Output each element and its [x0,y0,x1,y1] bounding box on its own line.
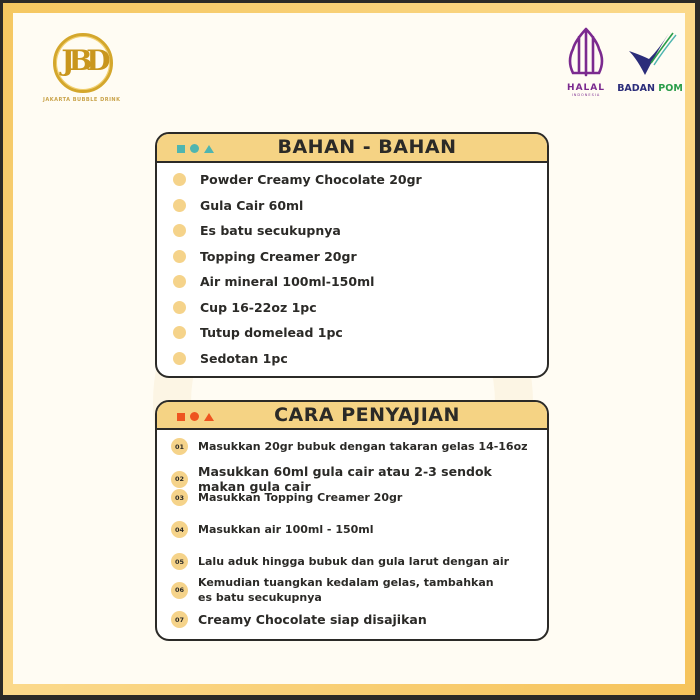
bpom-label [615,83,685,94]
ingredient-item: Tutup domelead 1pc [173,320,547,346]
ingredient-item: Sedotan 1pc [173,346,547,372]
step-number-badge: 03 [171,489,188,506]
logo-circle [53,33,113,93]
halal-logo [561,27,611,97]
bullet-icon [173,301,186,314]
halal-label: HALAL [567,83,605,93]
steps-card [155,400,549,641]
bullet-icon [173,352,186,365]
step-item: 06 Kemudian tuangkan kedalam gelas, tambahkan es batu secukupnya [171,575,498,605]
step-item: 01 Masukkan 20gr bubuk dengan takaran gelas 14-16oz [171,438,538,455]
ingredients-card [155,132,549,378]
bullet-icon [173,224,186,237]
step-number-badge: 02 [171,471,188,488]
gold-frame [3,3,695,695]
step-number-badge: 06 [171,582,188,599]
step-number-badge: 04 [171,521,188,538]
bpom-check-icon [615,29,685,79]
bullet-icon [173,326,186,339]
logo-letters: JBD [61,44,105,77]
ingredient-item: Gula Cair 60ml [173,193,547,219]
step-item: 02 Masukkan 60ml gula cair atau 2-3 sendok makan gula cair [171,464,538,494]
ingredients-header [157,134,547,163]
bullet-icon [173,250,186,263]
step-number-badge: 07 [171,611,188,628]
step-item: 04 Masukkan air 100ml - 150ml [171,521,538,538]
steps-title: CARA PENYAJIAN [274,404,460,426]
halal-sublabel: INDONESIA [571,93,601,97]
brand-logo [43,33,121,103]
bpom-label-badan: BADAN [617,83,655,94]
step-item: 05 Lalu aduk hingga bubuk dan gula larut dengan air [171,553,538,570]
step-item: 03 Masukkan Topping Creamer 20gr [171,489,538,506]
halal-icon [561,27,611,79]
bullet-icon [173,173,186,186]
step-item: 07 Creamy Chocolate siap disajikan [171,611,538,628]
ingredients-title: BAHAN - BAHAN [277,136,457,158]
bpom-logo [615,29,685,94]
ingredient-item: Cup 16-22oz 1pc [173,295,547,321]
ingredient-item: Es batu secukupnya [173,218,547,244]
canvas [13,13,685,684]
ingredient-item: Topping Creamer 20gr [173,244,547,270]
logo-caption: JAKARTA BUBBLE DRINK [43,97,121,103]
bullet-icon [173,199,186,212]
ingredients-list [157,163,547,371]
step-number-badge: 05 [171,553,188,570]
bullet-icon [173,275,186,288]
ingredient-item: Powder Creamy Chocolate 20gr [173,167,547,193]
steps-header [157,402,547,430]
bpom-label-pom: POM [658,83,683,94]
step-number-badge: 01 [171,438,188,455]
ingredient-item: Air mineral 100ml-150ml [173,269,547,295]
